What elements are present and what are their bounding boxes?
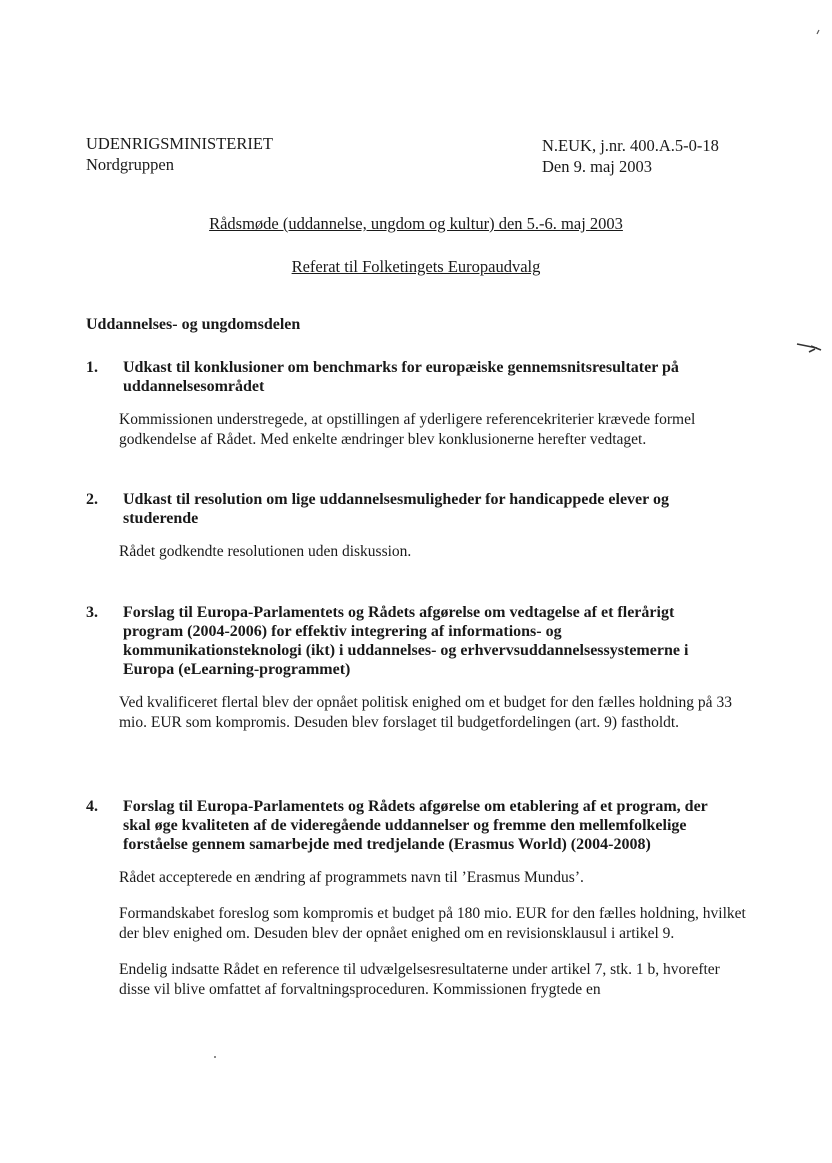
item-paragraph: Formandskabet foreslog som kompromis et budget på 180 mio. EUR for den fælles holdning, hvilket der blev enighed om. Desuden blev der opnået enighed om en revisionsklausul i artikel 9. <box>119 905 746 942</box>
reference-number: N.EUK, j.nr. 400.A.5-0-18 <box>542 136 719 155</box>
section-title: Uddannelses- og ungdomsdelen <box>86 316 301 333</box>
item-paragraph: Endelig indsatte Rådet en reference til udvælgelsesresultaterne under artikel 7, stk. 1 b, hvorefter disse vil blive omfattet af forvaltningsproceduren. Kommissionen frygtede en <box>119 961 720 998</box>
item-paragraph: Rådet godkendte resolutionen uden diskussion. <box>119 543 412 560</box>
item-paragraph: Kommissionen understregede, at opstillingen af yderligere referencekriterier krævede formel godkendelse af Rådet. Med enkelte ændringer blev konklusionerne herefter vedtaget. <box>119 411 696 448</box>
item-number: 4. <box>86 798 98 815</box>
item-title: Forslag til Europa-Parlamentets og Rådets afgørelse om vedtagelse af et flerårigt program (2004-2006) for effektiv integrering af informations- og kommunikationsteknologi (ikt) i uddannelses- og erhvervsuddannelsessystemerne i Europa (eLearning-programmet) <box>123 604 689 678</box>
scan-speck-icon <box>212 1054 218 1060</box>
item-title: Forslag til Europa-Parlamentets og Rådets afgørelse om etablering af et program, der skal øge kvaliteten af de videregående uddannelser og fremme den mellemfolkelige forståelse gennem samarbejde med tredjelande (Erasmus World) (2004-2008) <box>123 798 708 853</box>
header-left <box>86 133 273 175</box>
scan-speck-icon <box>815 28 821 36</box>
department-name: Nordgruppen <box>86 155 174 174</box>
item-paragraph: Rådet accepterede en ændring af programmets navn til ’Erasmus Mundus’. <box>119 869 584 886</box>
item-number: 3. <box>86 604 98 621</box>
item-paragraph: Ved kvalificeret flertal blev der opnået politisk enighed om et budget for den fælles holdning på 33 mio. EUR som kompromis. Desuden blev forslaget til budgetfordelingen (art. 9) fastholdt. <box>119 694 732 731</box>
agenda-item-4 <box>86 797 746 1000</box>
item-number: 1. <box>86 359 98 376</box>
agenda-item-1 <box>86 358 726 450</box>
meeting-title: Rådsmøde (uddannelse, ungdom og kultur) den 5.-6. maj 2003 <box>209 214 623 233</box>
agenda-item-3 <box>86 603 732 733</box>
agenda-item-2 <box>86 490 726 562</box>
item-title: Udkast til konklusioner om benchmarks for europæiske gennemsnitsresultater på uddannelsesområdet <box>123 359 679 395</box>
item-number: 2. <box>86 491 98 508</box>
document-date: Den 9. maj 2003 <box>542 157 652 176</box>
ministry-name: UDENRIGSMINISTERIET <box>86 134 273 153</box>
scan-mark-arrow-icon <box>795 340 827 354</box>
item-title: Udkast til resolution om lige uddannelsesmuligheder for handicappede elever og studerende <box>123 491 669 527</box>
report-title: Referat til Folketingets Europaudvalg <box>291 257 541 276</box>
header-right <box>542 135 719 177</box>
